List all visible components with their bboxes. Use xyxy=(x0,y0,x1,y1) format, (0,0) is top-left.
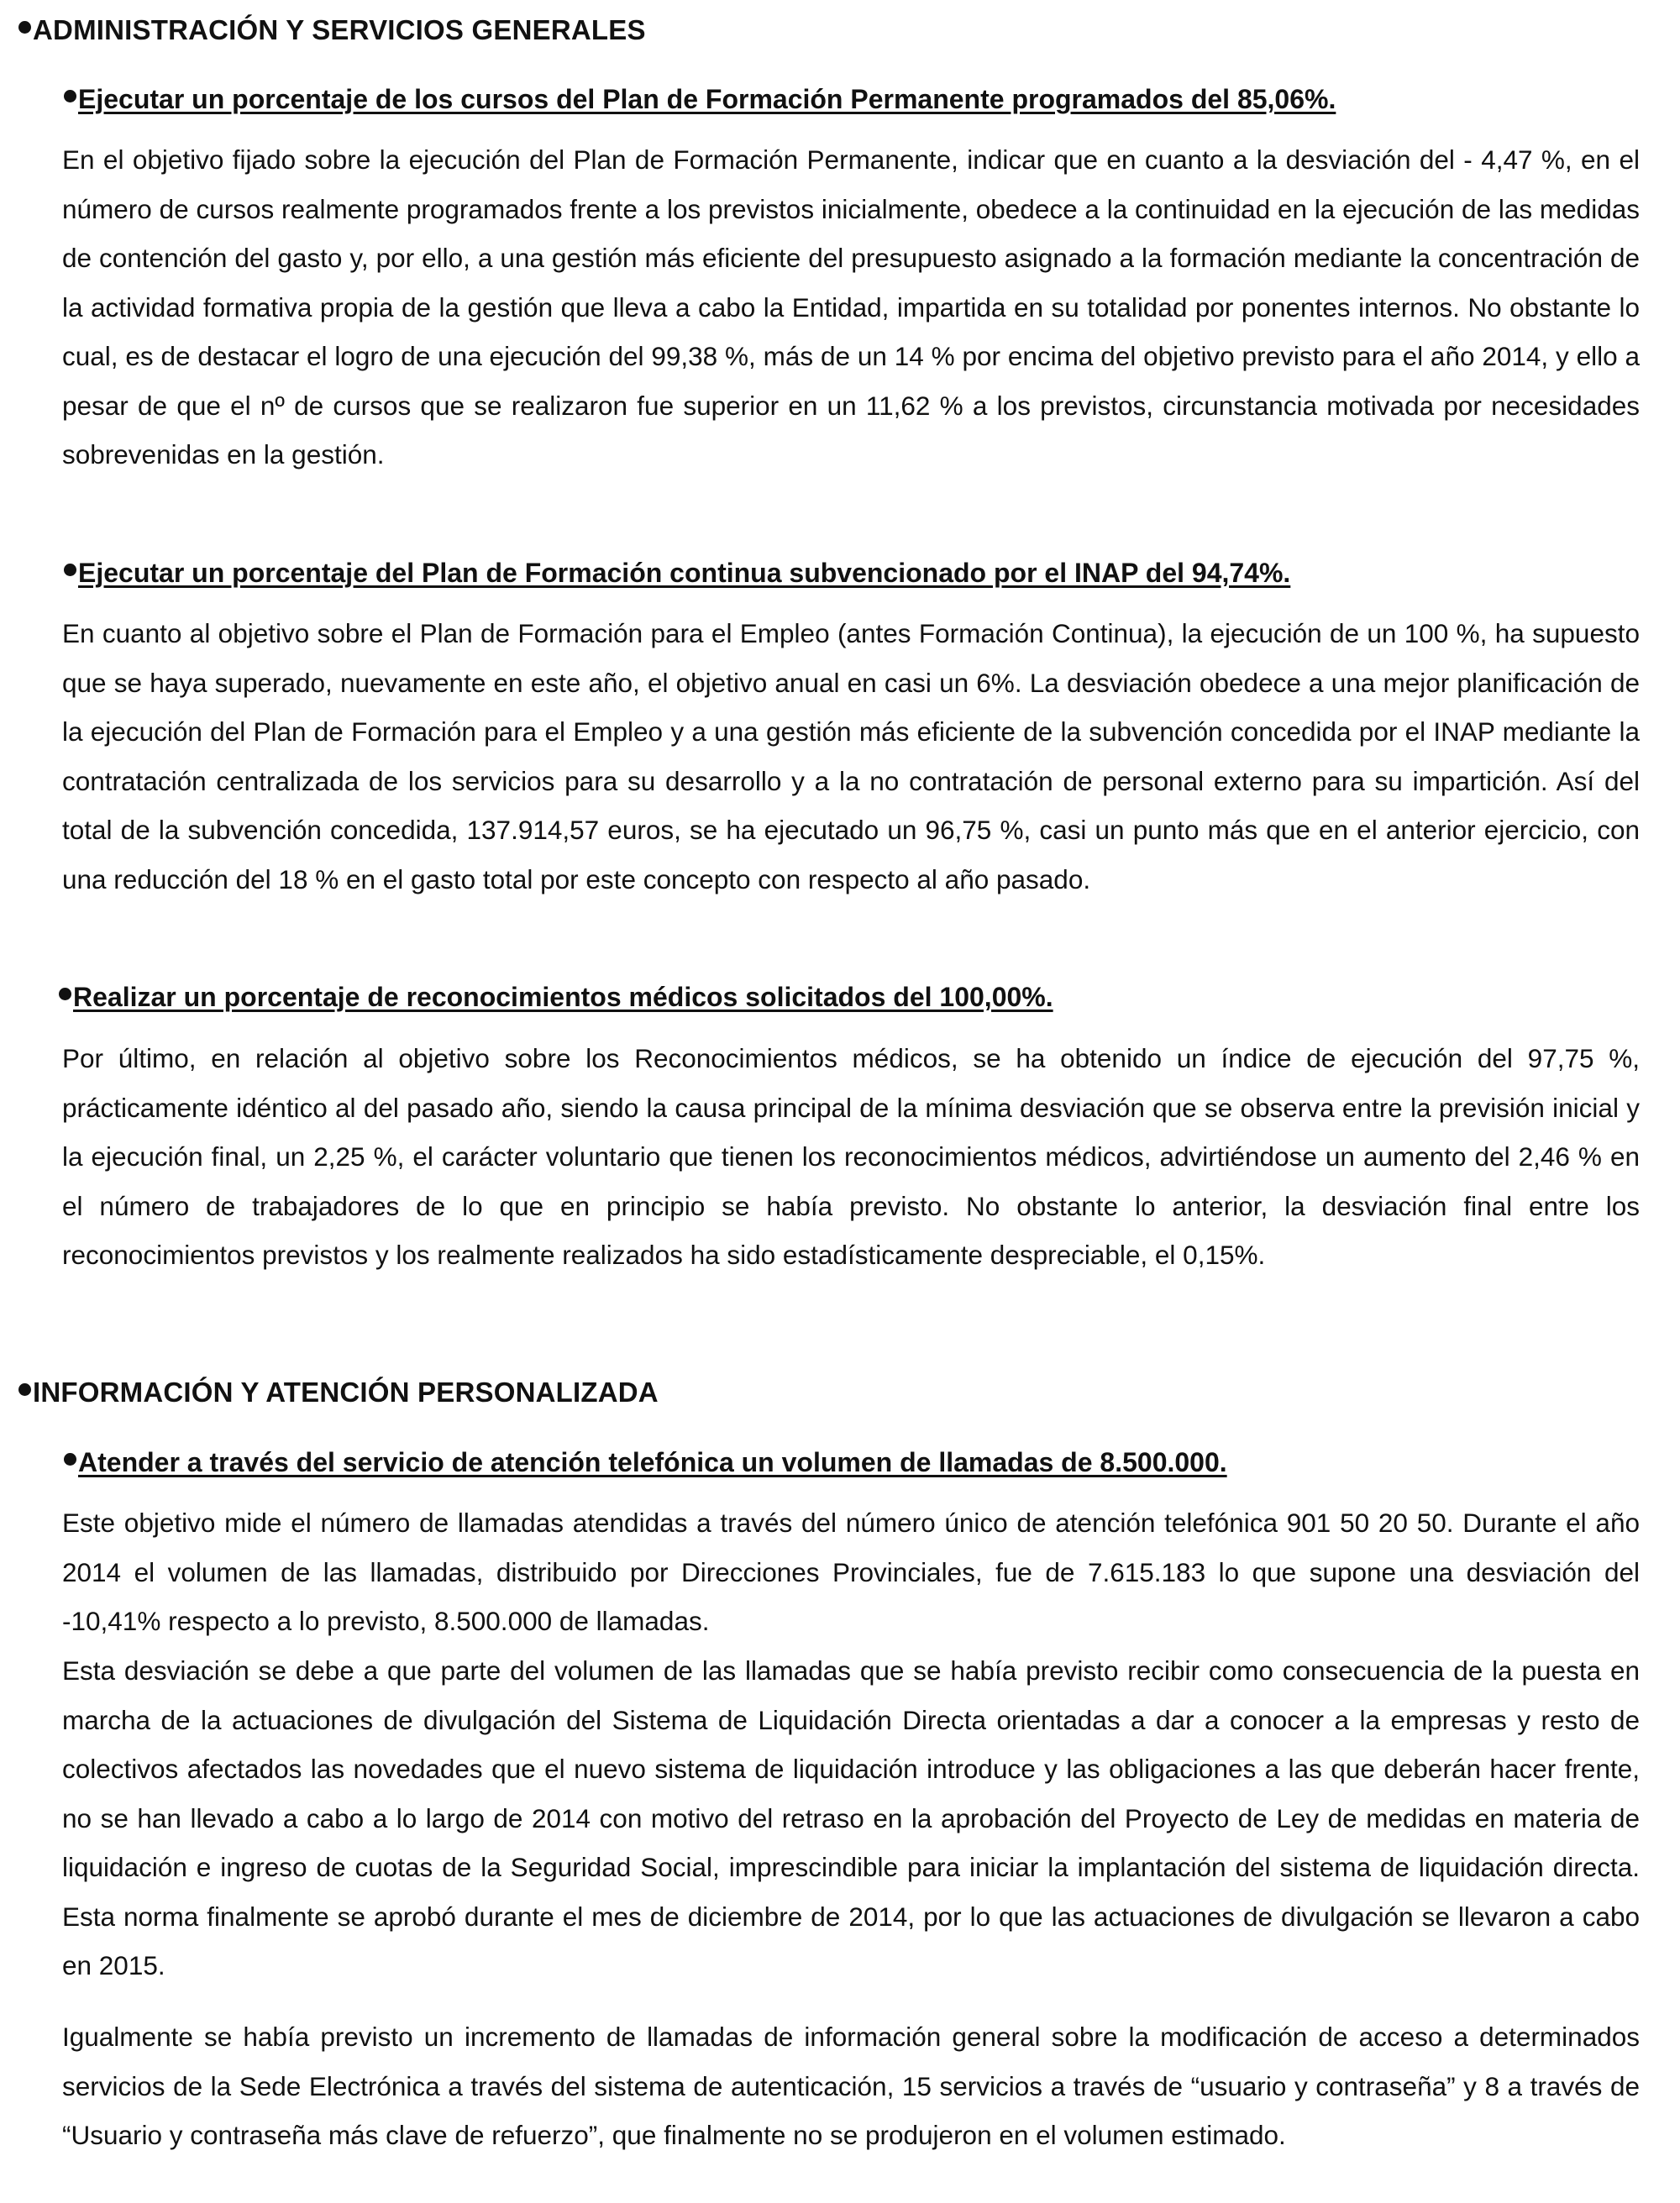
section-heading-admin xyxy=(18,13,646,47)
objective-text: Ejecutar un porcentaje del Plan de Formación continua subvencionado por el INAP del 94,74%. xyxy=(78,558,1291,588)
objective-heading xyxy=(59,980,1053,1014)
bullet-icon xyxy=(18,21,31,34)
bullet-icon xyxy=(64,90,76,102)
bullet-icon xyxy=(64,564,76,576)
paragraph: Igualmente se había previsto un incremento de llamadas de información general sobre la modificación de acceso a determinados servicios de la Sede Electrónica a través del sistema de autenticación, 15 servicios a través de “usuario y contraseña” y 8 a través de “Usuario y contraseña más clave de refuerzo”, que finalmente no se produjeron en el volumen estimado. xyxy=(62,2022,1640,2150)
section-heading-info xyxy=(18,1376,659,1409)
objective-heading xyxy=(64,82,1336,116)
objective-text: Ejecutar un porcentaje de los cursos del Plan de Formación Permanente programados del 85,06%. xyxy=(78,84,1336,114)
objective-heading xyxy=(64,556,1290,590)
paragraph: Este objetivo mide el número de llamadas atendidas a través del número único de atención telefónica 901 50 20 50. Durante el año 2014 el volumen de las llamadas, distribuido por Direcciones Provinciales, fue de 7.615.183 lo que supone una desviación del -10,41% respecto a lo previsto, 8.500.000 de llamadas. xyxy=(62,1508,1640,1636)
section-heading-text: ADMINISTRACIÓN Y SERVICIOS GENERALES xyxy=(33,14,646,45)
objective-heading xyxy=(64,1445,1227,1479)
objective-text: Atender a través del servicio de atención telefónica un volumen de llamadas de 8.500.000. xyxy=(78,1447,1227,1477)
paragraph: En cuanto al objetivo sobre el Plan de Formación para el Empleo (antes Formación Continua), la ejecución de un 100 %, ha supuesto que se haya superado, nuevamente en este año, el objetivo anual en casi un 6%. La desviación obedece a una mejor planificación de la ejecución del Plan de Formación para el Empleo y a una gestión más eficiente de la subvención concedida por el INAP mediante la contratación centralizada de los servicios para su desarrollo y a la no contratación de personal externo para su impartición. Así del total de la subvención concedida, 137.914,57 euros, se ha ejecutado un 96,75 %, casi un punto más que en el anterior ejercicio, con una reducción del 18 % en el gasto total por este concepto con respecto al año pasado. xyxy=(62,618,1640,894)
bullet-icon xyxy=(64,1453,76,1466)
paragraph: En el objetivo fijado sobre la ejecución del Plan de Formación Permanente, indicar que en cuanto a la desviación del - 4,47 %, en el número de cursos realmente programados frente a los previstos inicialmente, obedece a la continuidad en la ejecución de las medidas de contención del gasto y, por ello, a una gestión más eficiente del presupuesto asignado a la formación mediante la concentración de la actividad formativa propia de la gestión que lleva a cabo la Entidad, impartida en su totalidad por ponentes internos. No obstante lo cual, es de destacar el logro de una ejecución del 99,38 %, más de un 14 % por encima del objetivo previsto para el año 2014, y ello a pesar de que el nº de cursos que se realizaron fue superior en un 11,62 % a los previstos, circunstancia motivada por necesidades sobrevenidas en la gestión. xyxy=(62,144,1640,469)
section-heading-text: INFORMACIÓN Y ATENCIÓN PERSONALIZADA xyxy=(33,1377,659,1408)
paragraph: Por último, en relación al objetivo sobre los Reconocimientos médicos, se ha obtenido un índice de ejecución del 97,75 %, prácticamente idéntico al del pasado año, siendo la causa principal de la mínima desviación que se observa entre la previsión inicial y la ejecución final, un 2,25 %, el carácter voluntario que tienen los reconocimientos médicos, advirtiéndose un aumento del 2,46 % en el número de trabajadores de lo que en principio se había previsto. No obstante lo anterior, la desviación final entre los reconocimientos previstos y los realmente realizados ha sido estadísticamente despreciable, el 0,15%. xyxy=(62,1043,1640,1270)
bullet-icon xyxy=(59,988,71,1000)
objective-text: Realizar un porcentaje de reconocimientos médicos solicitados del 100,00%. xyxy=(73,982,1053,1012)
bullet-icon xyxy=(18,1383,31,1396)
paragraph: Esta desviación se debe a que parte del volumen de las llamadas que se había previsto recibir como consecuencia de la puesta en marcha de la actuaciones de divulgación del Sistema de Liquidación Directa orientadas a dar a conocer a la empresas y resto de colectivos afectados las novedades que el nuevo sistema de liquidación introduce y las obligaciones a las que deberán hacer frente, no se han llevado a cabo a lo largo de 2014 con motivo del retraso en la aprobación del Proyecto de Ley de medidas en materia de liquidación e ingreso de cuotas de la Seguridad Social, imprescindible para iniciar la implantación del sistema de liquidación directa. Esta norma finalmente se aprobó durante el mes de diciembre de 2014, por lo que las actuaciones de divulgación se llevaron a cabo en 2015. xyxy=(62,1655,1640,1980)
